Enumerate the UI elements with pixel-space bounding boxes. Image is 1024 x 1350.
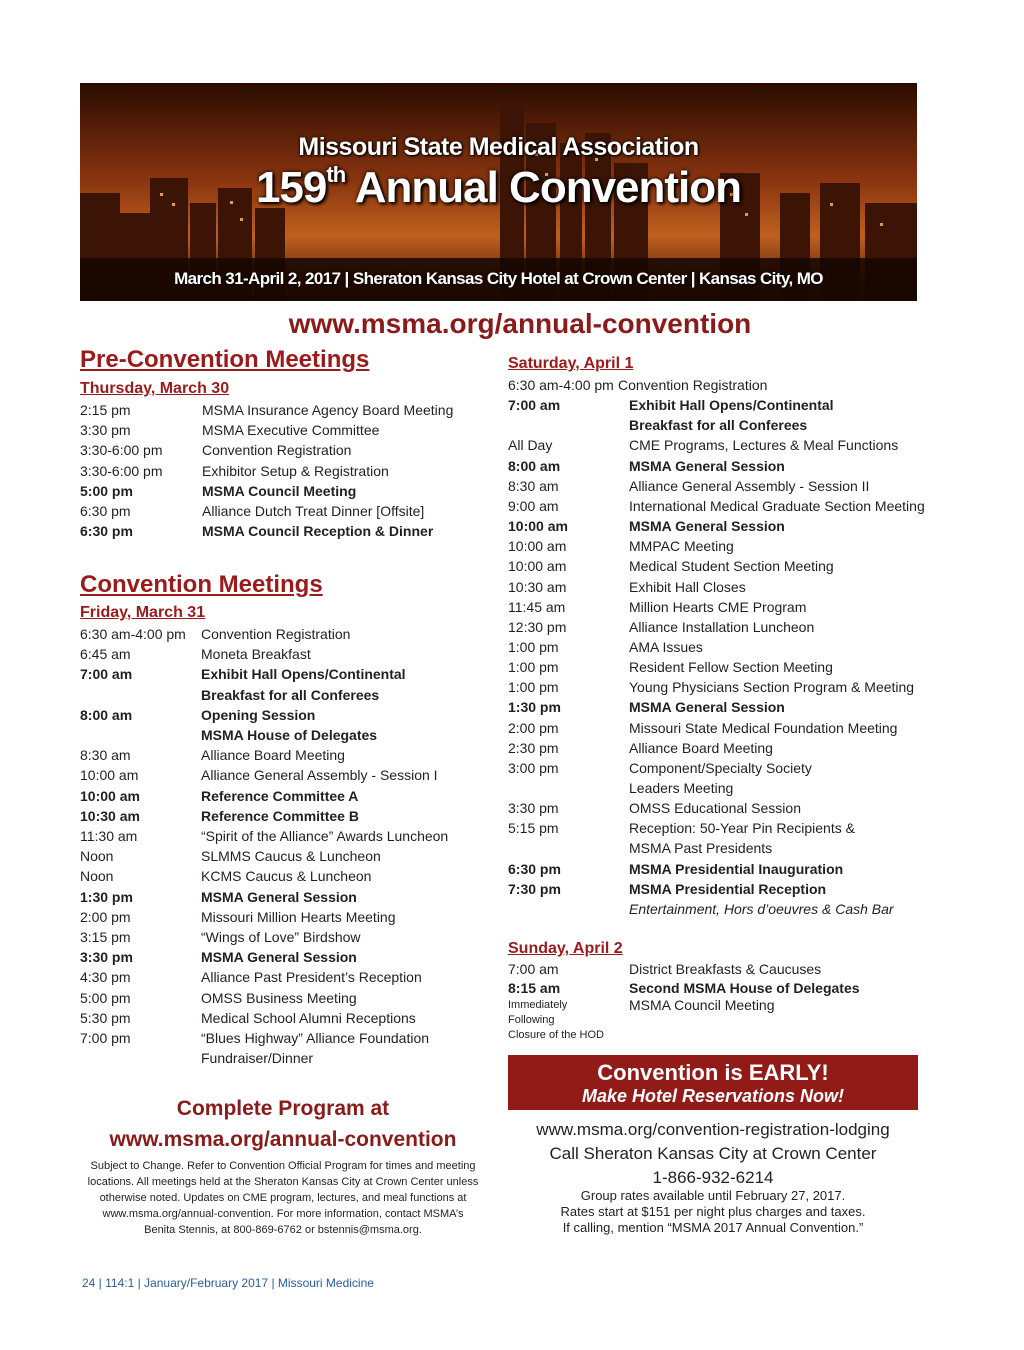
- schedule-event: Medical School Alumni Receptions: [201, 1009, 416, 1026]
- schedule-event: Opening Session: [201, 706, 316, 723]
- schedule-time: 6:30 pm: [80, 503, 131, 519]
- schedule-event: Alliance General Assembly - Session I: [201, 767, 438, 784]
- schedule-row: [80, 1029, 500, 1047]
- banner-organization: Missouri State Medical Association: [298, 133, 699, 161]
- schedule-time: 9:00 am: [508, 497, 559, 514]
- schedule-time: 2:15 pm: [80, 402, 131, 418]
- schedule-row: [508, 799, 928, 817]
- schedule-time: Noon: [80, 848, 114, 865]
- schedule-event: International Medical Graduate Section Meeting: [629, 497, 925, 514]
- schedule-time: 4:30 pm: [80, 969, 131, 986]
- schedule-event: MSMA General Session: [201, 949, 357, 966]
- schedule-row: [80, 928, 500, 946]
- schedule-time: 3:30-6:00 pm: [80, 462, 163, 479]
- schedule-row: [508, 759, 928, 777]
- sunday-heading: Sunday, April 2: [508, 940, 623, 957]
- schedule-event: Reception: 50-Year Pin Recipients &: [629, 820, 855, 837]
- schedule-event: MSMA Executive Committee: [202, 422, 380, 439]
- schedule-event: SLMMS Caucus & Luncheon: [201, 848, 381, 865]
- schedule-row: [80, 462, 500, 480]
- schedule-row: [80, 1049, 500, 1067]
- schedule-row: [508, 376, 928, 394]
- schedule-row: [508, 598, 928, 616]
- schedule-time: 6:45 am: [80, 646, 131, 663]
- schedule-event: CME Programs, Lectures & Meal Functions: [629, 437, 899, 454]
- schedule-time: 10:30 am: [508, 578, 567, 595]
- schedule-time: 7:00 am: [508, 397, 561, 414]
- sunday-last-event: MSMA Council Meeting: [629, 997, 775, 1013]
- schedule-event: MSMA Insurance Agency Board Meeting: [202, 402, 454, 418]
- note-line: otherwise noted. Updates on CME program, lectures, and meal functions at: [99, 1192, 467, 1204]
- schedule-row: [80, 421, 500, 439]
- schedule-time: 1:00 pm: [508, 659, 559, 676]
- time-line: Closure of the HOD: [508, 1029, 604, 1041]
- schedule-event: Alliance Dutch Treat Dinner [Offsite]: [202, 503, 425, 519]
- schedule-time: 3:30-6:00 pm: [80, 442, 163, 459]
- schedule-time: 1:30 pm: [508, 699, 561, 716]
- schedule-time: Noon: [80, 868, 114, 885]
- schedule-row: [508, 698, 928, 716]
- schedule-row: [508, 658, 928, 676]
- schedule-time: 8:30 am: [508, 477, 559, 494]
- note-line: www.msma.org/annual-convention. For more information, contact MSMA’s: [102, 1208, 464, 1220]
- schedule-time: 10:00 am: [80, 787, 140, 804]
- rates-line: Rates start at $151 per night plus charges and taxes.: [560, 1204, 866, 1219]
- schedule-event: MSMA General Session: [629, 457, 785, 474]
- convention-heading: Convention Meetings: [80, 571, 323, 598]
- schedule-row: [80, 401, 500, 419]
- schedule-row: [508, 960, 928, 978]
- banner-subtitle: March 31-April 2, 2017 | Sheraton Kansas City Hotel at Crown Center | Kansas City, MO: [174, 269, 823, 288]
- schedule-row: [508, 779, 928, 797]
- schedule-row: [80, 746, 500, 764]
- schedule-time: 2:30 pm: [508, 739, 559, 756]
- schedule-time: 12:30 pm: [508, 618, 567, 635]
- convention-url[interactable]: www.msma.org/annual-convention: [288, 308, 752, 339]
- schedule-row: [508, 880, 928, 898]
- schedule-event: Alliance General Assembly - Session II: [629, 477, 870, 494]
- schedule-event: MSMA House of Delegates: [201, 727, 378, 743]
- schedule-row: [80, 645, 500, 663]
- schedule-row: [508, 557, 928, 575]
- schedule-row: [508, 396, 928, 414]
- schedule-row: [508, 537, 928, 555]
- schedule-event: Reference Committee A: [201, 787, 359, 804]
- schedule-time: 10:00 am: [508, 518, 568, 535]
- schedule-time: 3:30 pm: [80, 422, 131, 439]
- schedule-row: [508, 416, 928, 434]
- schedule-time: 6:30 am-4:00 pm: [508, 377, 614, 393]
- schedule-event: Million Hearts CME Program: [629, 598, 807, 615]
- schedule-row: [508, 819, 928, 837]
- early-banner: [508, 1055, 918, 1110]
- rates-line: If calling, mention “MSMA 2017 Annual Convention.”: [562, 1220, 864, 1235]
- schedule-row: [80, 989, 500, 1007]
- note-line: Subject to Change. Refer to Convention Official Program for times and meeting: [90, 1160, 476, 1172]
- schedule-event: MSMA Presidential Inauguration: [629, 860, 844, 877]
- schedule-time: 6:30 pm: [80, 523, 133, 540]
- schedule-event: Exhibit Hall Closes: [629, 578, 746, 595]
- complete-program-line1: Complete Program at: [176, 1097, 390, 1120]
- schedule-time: 8:30 am: [80, 747, 131, 764]
- time-line: Immediately: [508, 999, 568, 1011]
- schedule-event: Second MSMA House of Delegates: [629, 979, 860, 996]
- schedule-event: Alliance Installation Luncheon: [629, 618, 815, 635]
- schedule-event: OMSS Business Meeting: [201, 989, 357, 1006]
- schedule-event: KCMS Caucus & Luncheon: [201, 868, 372, 885]
- schedule-row: [508, 900, 928, 918]
- schedule-row: [80, 686, 500, 704]
- schedule-event: MSMA General Session: [629, 518, 785, 535]
- schedule-row: [508, 638, 928, 656]
- schedule-time: 11:30 am: [80, 828, 138, 844]
- schedule-row: [508, 739, 928, 757]
- schedule-event: Convention Registration: [201, 626, 351, 642]
- schedule-event: Alliance Past President’s Reception: [201, 969, 422, 986]
- schedule-time: 11:45 am: [508, 598, 566, 615]
- thursday-heading: Thursday, March 30: [80, 380, 230, 397]
- schedule-event: Exhibit Hall Opens/Continental: [201, 666, 406, 683]
- schedule-row: [80, 827, 500, 845]
- schedule-row: [80, 787, 500, 805]
- schedule-row: [508, 839, 928, 857]
- note-line: Benita Stennis, at 800-869-6762 or bstennis@msma.org.: [144, 1224, 422, 1236]
- note-line: locations. All meetings held at the Sheraton Kansas City at Crown Center unless: [87, 1176, 479, 1188]
- complete-program: [80, 1093, 486, 1155]
- schedule-row: [80, 867, 500, 885]
- schedule-time: 2:00 pm: [508, 719, 559, 736]
- schedule-time: 1:00 pm: [508, 638, 559, 655]
- complete-program-url[interactable]: www.msma.org/annual-convention: [109, 1128, 457, 1151]
- schedule-time: All Day: [508, 437, 553, 454]
- schedule-row: [80, 726, 500, 744]
- schedule-time: 1:00 pm: [508, 679, 559, 696]
- schedule-row: [508, 477, 928, 495]
- schedule-event: MSMA General Session: [201, 888, 357, 905]
- schedule-event: Breakfast for all Conferees: [201, 686, 380, 703]
- schedule-row: [80, 766, 500, 784]
- schedule-row: [508, 678, 928, 696]
- schedule-time: 2:00 pm: [80, 908, 131, 925]
- schedule-event: MSMA Presidential Reception: [629, 880, 827, 897]
- time-line: Following: [508, 1014, 555, 1026]
- schedule-time: 6:30 pm: [508, 860, 561, 877]
- schedule-event: Exhibit Hall Opens/Continental: [629, 397, 834, 414]
- schedule-event: “Blues Highway” Alliance Foundation: [201, 1030, 430, 1046]
- friday-heading: Friday, March 31: [80, 604, 206, 621]
- schedule-row: [508, 618, 928, 636]
- schedule-event: Young Physicians Section Program & Meeting: [629, 679, 915, 696]
- lodging-rates: [508, 1188, 918, 1236]
- saturday-heading: Saturday, April 1: [508, 355, 634, 372]
- schedule-time: 8:00 am: [80, 706, 133, 723]
- schedule-event: Convention Registration: [202, 442, 352, 459]
- schedule-row: [80, 968, 500, 986]
- schedule-event: Missouri State Medical Foundation Meeting: [629, 719, 898, 736]
- schedule-time: 10:00 am: [508, 558, 567, 575]
- schedule-event: Medical Student Section Meeting: [629, 558, 834, 575]
- pre-convention-heading: Pre-Convention Meetings: [80, 346, 370, 373]
- schedule-row: [80, 665, 500, 683]
- schedule-row: [80, 441, 500, 459]
- schedule-time: 3:30 pm: [508, 800, 559, 817]
- schedule-time: 3:30 pm: [80, 949, 133, 966]
- schedule-time: 7:30 pm: [508, 880, 561, 897]
- page-footer: 24 | 114:1 | January/February 2017 | Missouri Medicine: [82, 1276, 374, 1290]
- schedule-row: [508, 457, 928, 475]
- schedule-event: “Wings of Love” Birdshow: [201, 929, 361, 945]
- schedule-row: [80, 908, 500, 926]
- schedule-time: 8:00 am: [508, 457, 561, 474]
- schedule-row: [508, 578, 928, 596]
- schedule-time: 10:30 am: [80, 807, 140, 824]
- schedule-time: 7:00 am: [508, 961, 559, 977]
- schedule-row: [80, 888, 500, 906]
- schedule-row: [508, 497, 928, 515]
- schedule-event: Breakfast for all Conferees: [629, 417, 808, 434]
- schedule-event: Leaders Meeting: [629, 780, 734, 796]
- early-line2: Make Hotel Reservations Now!: [581, 1086, 845, 1106]
- schedule-event: MMPAC Meeting: [629, 538, 734, 555]
- schedule-row: [80, 847, 500, 865]
- schedule-event: Exhibitor Setup & Registration: [202, 462, 389, 479]
- schedule-row: [80, 1009, 500, 1027]
- schedule-row: [508, 436, 928, 454]
- schedule-time: 5:00 pm: [80, 989, 131, 1006]
- banner-title: 159th Annual Convention: [255, 162, 742, 212]
- schedule-event: Moneta Breakfast: [201, 646, 311, 663]
- schedule-event: Component/Specialty Society: [629, 759, 812, 776]
- schedule-event: MSMA General Session: [629, 699, 785, 716]
- schedule-time: 8:15 am: [508, 979, 561, 996]
- schedule-time: 5:30 pm: [80, 1009, 131, 1026]
- schedule-event: MSMA Past Presidents: [629, 840, 773, 857]
- schedule-event: MSMA Council Reception & Dinner: [202, 523, 434, 540]
- schedule-time: 10:00 am: [80, 767, 139, 784]
- schedule-time: 1:30 pm: [80, 888, 133, 905]
- schedule-time: 7:00 am: [80, 666, 133, 683]
- schedule-event: “Spirit of the Alliance” Awards Luncheon: [201, 828, 449, 844]
- schedule-event: Resident Fellow Section Meeting: [629, 659, 833, 676]
- schedule-row: [80, 482, 500, 500]
- schedule-event: MSMA Council Meeting: [202, 482, 357, 499]
- schedule-row: [80, 625, 500, 643]
- schedule-row: [508, 860, 928, 878]
- schedule-time: 5:15 pm: [508, 820, 559, 837]
- schedule-event: Alliance Board Meeting: [629, 739, 773, 756]
- lodging-call: Call Sheraton Kansas City at Crown Center: [549, 1144, 877, 1163]
- schedule-row: [80, 522, 500, 540]
- schedule-event: Alliance Board Meeting: [201, 747, 345, 764]
- schedule-event: District Breakfasts & Caucuses: [629, 961, 822, 977]
- schedule-event: OMSS Educational Session: [629, 800, 801, 817]
- schedule-time: 5:00 pm: [80, 482, 133, 499]
- rates-line: Group rates available until February 27, 2017.: [580, 1188, 846, 1203]
- lodging-phone: 1-866-932-6214: [652, 1168, 774, 1187]
- sunday-last-time: [508, 998, 604, 1043]
- schedule-event: Reference Committee B: [201, 807, 359, 824]
- schedule-row: [508, 979, 928, 997]
- schedule-event: Entertainment, Hors d’oeuvres & Cash Bar: [629, 900, 894, 917]
- schedule-row: [508, 517, 928, 535]
- schedule-time: 10:00 am: [508, 538, 567, 555]
- schedule-event: Fundraiser/Dinner: [201, 1050, 314, 1067]
- schedule-time: 7:00 pm: [80, 1030, 131, 1046]
- schedule-row: [80, 948, 500, 966]
- schedule-event: Convention Registration: [618, 377, 768, 393]
- lodging-url[interactable]: www.msma.org/convention-registration-lodging: [536, 1120, 890, 1139]
- schedule-time: 3:00 pm: [508, 759, 559, 776]
- schedule-event: Missouri Million Hearts Meeting: [201, 908, 396, 925]
- schedule-row: [80, 706, 500, 724]
- schedule-time: 3:15 pm: [80, 929, 131, 945]
- schedule-row: [508, 719, 928, 737]
- schedule-time: 6:30 am-4:00 pm: [80, 626, 186, 642]
- schedule-row: [80, 502, 500, 520]
- subject-to-change-note: [80, 1158, 486, 1238]
- header-banner: [80, 83, 917, 301]
- schedule-row: [80, 807, 500, 825]
- early-line1: Convention is EARLY!: [597, 1060, 829, 1085]
- schedule-event: AMA Issues: [629, 638, 703, 655]
